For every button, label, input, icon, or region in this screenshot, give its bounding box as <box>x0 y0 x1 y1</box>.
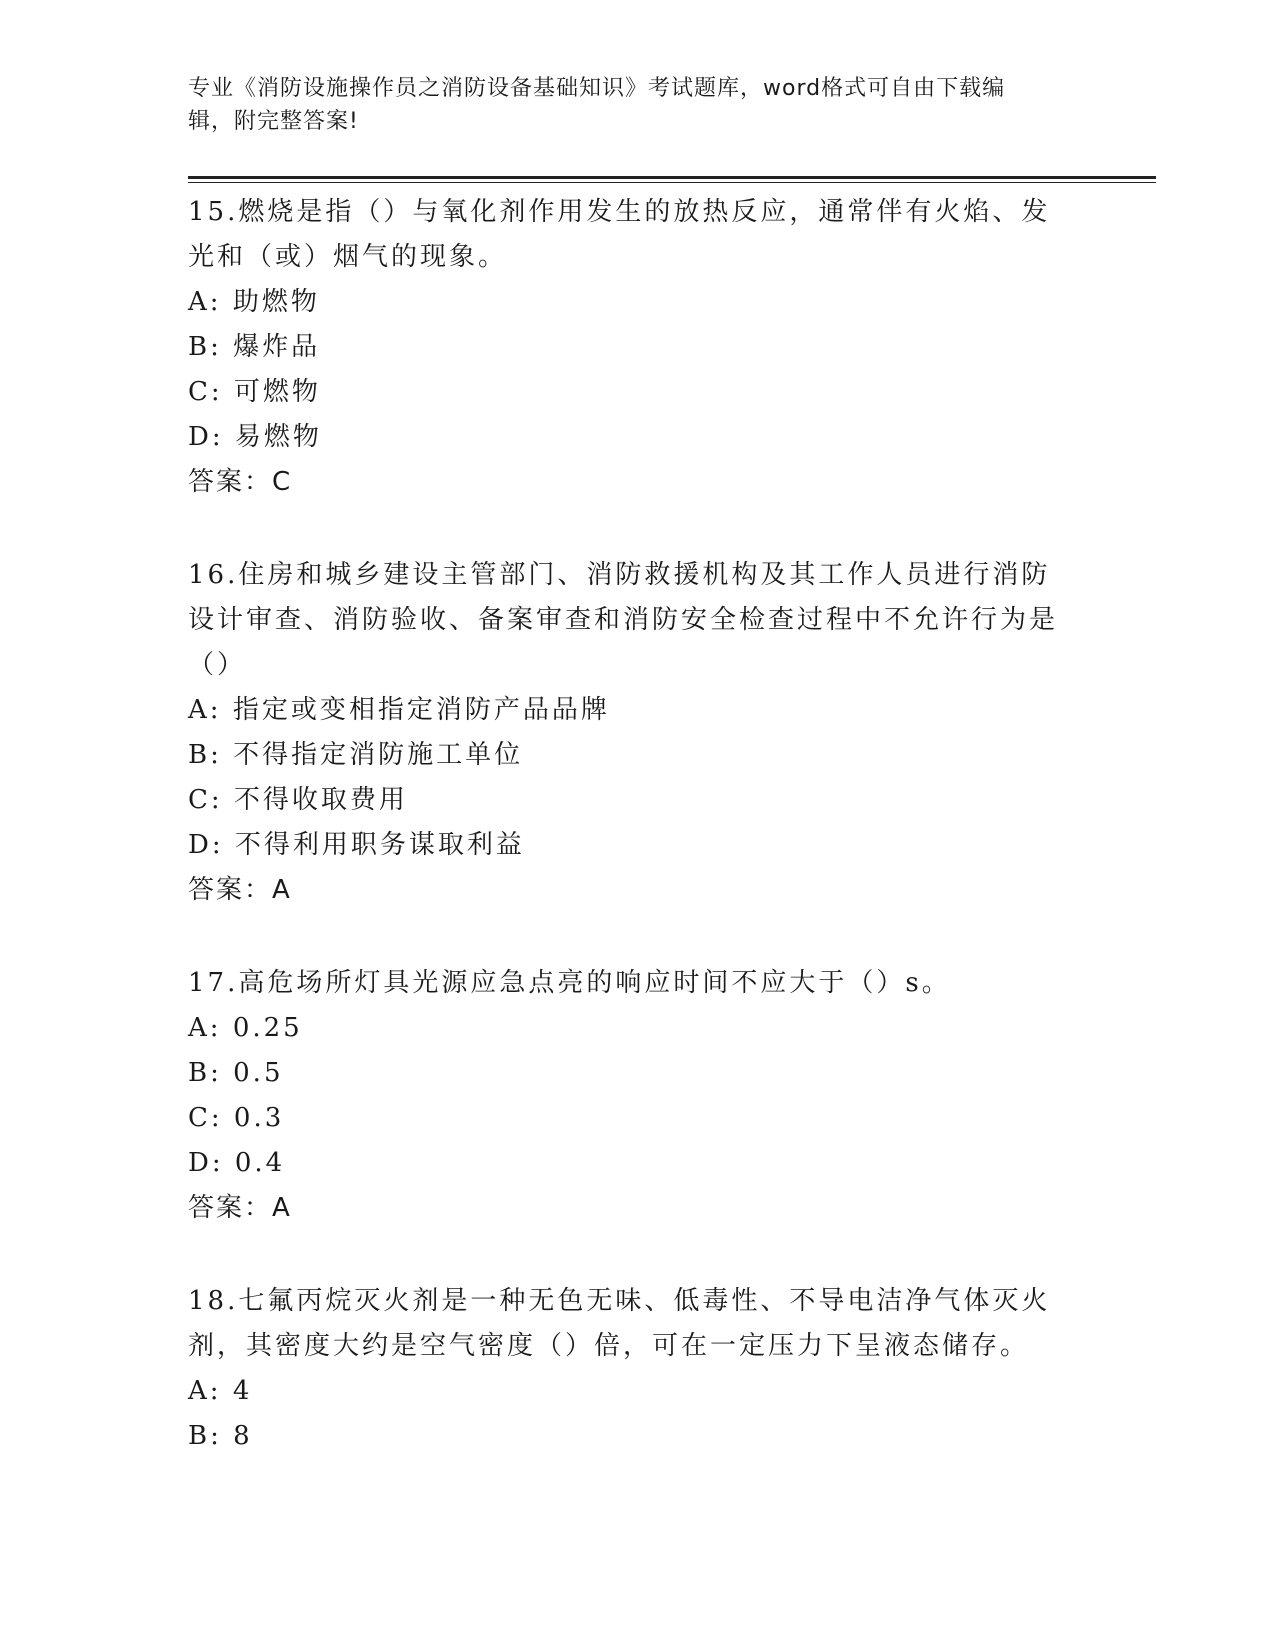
option-text: 助燃物 <box>232 287 320 317</box>
option-text: 0.25 <box>232 1013 303 1043</box>
option-key: A: <box>188 1376 222 1406</box>
option-c <box>188 1096 1068 1141</box>
option-text: 0.3 <box>233 1103 285 1133</box>
option-a <box>188 688 1068 733</box>
question-list <box>188 190 1068 1507</box>
option-b <box>188 733 1068 778</box>
question-15 <box>188 190 1068 505</box>
question-body: 高危场所灯具光源应急点亮的响应时间不应大于（）s。 <box>238 968 951 998</box>
option-a <box>188 1006 1068 1051</box>
option-key: D: <box>188 1148 224 1178</box>
option-key: A: <box>188 695 222 725</box>
option-key: B: <box>188 1058 222 1088</box>
option-b <box>188 1051 1068 1096</box>
option-key: B: <box>188 332 222 362</box>
question-number: 16. <box>188 560 239 590</box>
header-divider-thick <box>188 176 1156 179</box>
option-key: C: <box>188 1103 223 1133</box>
question-text <box>188 190 1068 280</box>
answer-line: 答案：A <box>188 1193 292 1223</box>
option-key: C: <box>188 785 223 815</box>
question-number: 15. <box>188 197 239 227</box>
header-divider-thin <box>188 182 1156 183</box>
option-a <box>188 1369 1068 1414</box>
option-text: 指定或变相指定消防产品品牌 <box>232 695 610 725</box>
question-body: 住房和城乡建设主管部门、消防救援机构及其工作人员进行消防设计审查、消防验收、备案审查和消防安全检查过程中不允许行为是（） <box>188 560 1059 680</box>
option-key: D: <box>188 830 224 860</box>
header-line-1: 专业《消防设施操作员之消防设备基础知识》考试题库，word格式可自由下载编 <box>188 76 1006 101</box>
option-key: B: <box>188 740 222 770</box>
option-text: 4 <box>232 1376 253 1406</box>
question-text <box>188 1279 1068 1369</box>
question-body: 燃烧是指（）与氧化剂作用发生的放热反应，通常伴有火焰、发光和（或）烟气的现象。 <box>188 197 1051 272</box>
question-text <box>188 553 1068 688</box>
option-text: 可燃物 <box>233 377 321 407</box>
option-key: A: <box>188 287 222 317</box>
question-18 <box>188 1279 1068 1459</box>
option-key: C: <box>188 377 223 407</box>
question-number: 17. <box>188 968 239 998</box>
option-key: D: <box>188 422 224 452</box>
option-b <box>188 325 1068 370</box>
option-text: 易燃物 <box>234 422 322 452</box>
option-text: 8 <box>233 1421 253 1451</box>
answer-line: 答案：A <box>188 875 292 905</box>
option-a <box>188 280 1068 325</box>
option-text: 不得利用职务谋取利益 <box>234 830 525 860</box>
question-text <box>188 961 1068 1006</box>
question-number: 18. <box>188 1286 239 1316</box>
answer-line: 答案：C <box>188 467 293 497</box>
option-c <box>188 778 1068 823</box>
option-text: 不得收取费用 <box>233 785 408 815</box>
question-body: 七氟丙烷灭火剂是一种无色无味、低毒性、不导电洁净气体灭火剂，其密度大约是空气密度（）倍，可在一定压力下呈液态储存。 <box>188 1286 1051 1361</box>
option-c <box>188 370 1068 415</box>
document-header <box>188 72 1068 138</box>
option-b <box>188 1414 1068 1459</box>
option-key: A: <box>188 1013 222 1043</box>
option-text: 0.4 <box>234 1148 286 1178</box>
option-text: 爆炸品 <box>233 332 321 362</box>
option-text: 不得指定消防施工单位 <box>233 740 524 770</box>
question-16 <box>188 553 1068 913</box>
question-17 <box>188 961 1068 1231</box>
option-d <box>188 823 1068 868</box>
option-key: B: <box>188 1421 222 1451</box>
header-line-2: 辑，附完整答案! <box>188 109 359 134</box>
option-d <box>188 1141 1068 1186</box>
option-text: 0.5 <box>233 1058 284 1088</box>
option-d <box>188 415 1068 460</box>
